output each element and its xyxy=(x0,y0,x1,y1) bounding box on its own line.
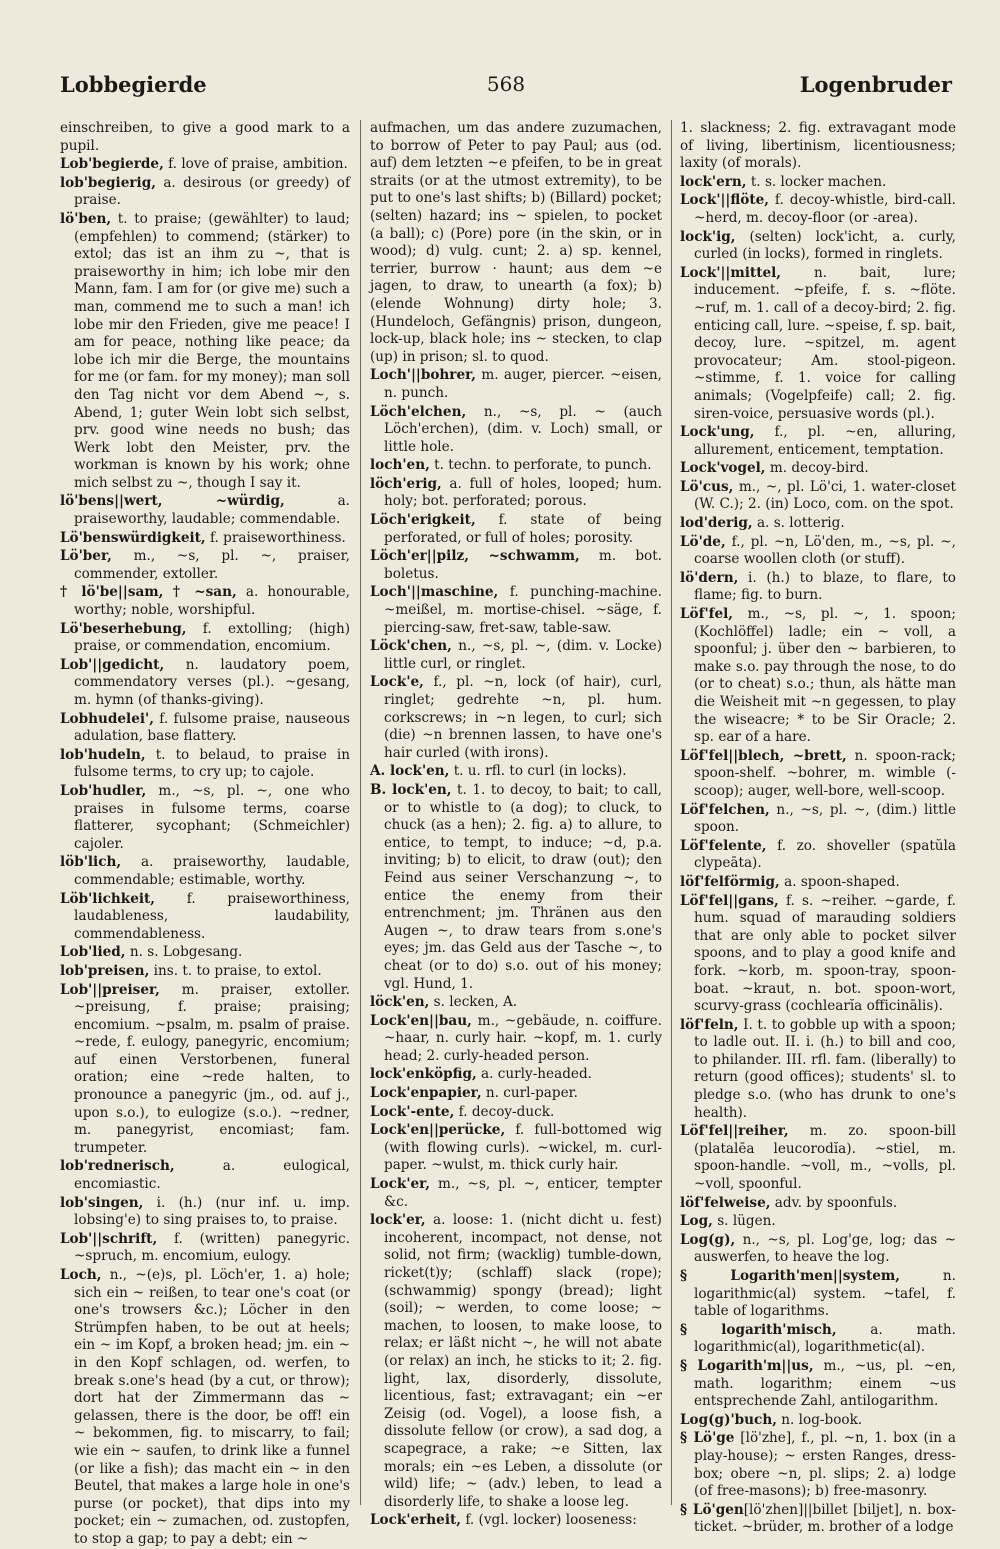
entry-headword: löch'erig, xyxy=(370,475,442,492)
entry-definition: a. spoon-shaped. xyxy=(779,873,900,890)
entry-headword: lob'rednerisch, xyxy=(60,1158,175,1175)
entry-headword: Loch'||bohrer, xyxy=(370,367,477,384)
entry-headword: löf'feln, xyxy=(680,1016,739,1033)
dictionary-entry xyxy=(60,854,350,889)
dictionary-entry xyxy=(680,1195,956,1213)
entry-definition: a. eulogical, encomiastic. xyxy=(74,1158,350,1193)
entry-definition: m., ~us, pl. ~en, math. logarithm; einem ~us entsprechende Zahl, antilogarithm. xyxy=(694,1357,957,1410)
dictionary-entry xyxy=(60,493,350,528)
entry-headword: Lock'en||bau, xyxy=(370,1012,472,1029)
entry-headword: § Logarith'm||us, xyxy=(680,1357,814,1374)
dictionary-entry xyxy=(680,748,956,801)
dictionary-entry xyxy=(680,1213,956,1231)
entry-definition: m., ~s, pl. ~, one who praises in fulsome terms, coarse flatterer, sycophant; (Schmeichler) cajoler. xyxy=(74,782,350,852)
entry-headword: Lob'hudler, xyxy=(60,782,147,799)
entry-definition: n. bait, lure; inducement. ~pfeife, f. s. ~flöte. ~ruf, m. 1. call of a decoy-bird; 2. fig. enticing call, lure. ~speise, f. sp. bait, decoy, lure. ~spitzel, m. agent provocateur; Am. stool-pigeon. ~stimme, f. 1. voice for calling animals; (Vogelpfeife) call; 2. fig. siren-voice, persuasive words (pl.). xyxy=(694,264,956,422)
entry-definition: n., ~s, pl. ~ (auch Löch'erchen), (dim. v. Loch) small, or little hole. xyxy=(384,403,662,455)
entry-definition: m., ~s, pl. ~, praiser, commender, extoller. xyxy=(74,548,350,582)
entry-headword: Lö'cus, xyxy=(680,478,734,495)
entry-headword: löck'en, xyxy=(370,994,430,1011)
entry-headword: Löf'fel, xyxy=(680,606,734,623)
entry-headword: löb'lich, xyxy=(60,854,122,871)
entry-headword: Lö'de, xyxy=(680,533,726,550)
entry-headword: Loch'||maschine, xyxy=(370,584,499,601)
entry-definition: 1. slackness; 2. fig. extravagant mode of living, libertinism, licentiousness; laxity (of morals). xyxy=(680,120,956,172)
dictionary-entry xyxy=(60,657,350,710)
entry-headword: Lock'en||perücke, xyxy=(370,1122,506,1139)
entry-definition: m. bot. boletus. xyxy=(384,548,662,582)
dictionary-entry xyxy=(60,1158,350,1193)
entry-headword: lod'derig, xyxy=(680,515,753,532)
entry-definition: a. curly-headed. xyxy=(476,1066,592,1083)
entry-definition: i. (h.) to blaze, to flare, to flame; fig. to burn. xyxy=(694,569,956,604)
dictionary-entry xyxy=(370,1512,662,1530)
entry-definition: a. desirous (or greedy) of praise. xyxy=(74,174,350,209)
dictionary-entry xyxy=(370,1212,662,1511)
entry-headword: Lock'enpapier, xyxy=(370,1085,482,1102)
entry-definition: a. praiseworthy, laudable, commendable; estimable, worthy. xyxy=(74,854,350,888)
entry-headword: Löf'felchen, xyxy=(680,801,770,818)
dictionary-entry xyxy=(370,1104,662,1122)
entry-definition: t. u. rfl. to curl (in locks). xyxy=(449,763,627,780)
entry-definition: f. love of praise, ambition. xyxy=(163,156,348,173)
entry-definition: m., ~s, pl. ~, enticer, tempter &c. xyxy=(384,1176,662,1210)
entry-headword: Log, xyxy=(680,1213,713,1230)
entry-definition: n., ~s, pl. ~, (dim. v. Locke) little curl, or ringlet. xyxy=(384,638,662,672)
entry-definition: m. praiser, extoller. ~preisung, f. praise; praising; encomium. ~psalm, m. psalm of praise. ~rede, f. eulogy, panegyric, encomium; auf einen Verstorbenen, funeral oration; eine ~rede halten, to pronounce a panegyric (jm., od. auf j., upon s.o.), to eulogize (s.o.). ~redner, m. panegyrist, encomiast; fam. trumpeter. xyxy=(74,981,350,1156)
entry-definition: f. praiseworthiness, laudableness, laudability, commendableness. xyxy=(74,890,350,942)
dictionary-entry xyxy=(680,460,956,478)
entry-definition: [lö'zhe], f., pl. ~n, 1. box (in a play-house); ~ ersten Ranges, dress-box; obere ~n, pl. slips; 2. a) lodge (of free-masons); b) free-masonry. xyxy=(694,1430,956,1500)
entry-headword: Lob'lied, xyxy=(60,944,126,961)
dictionary-entry xyxy=(370,674,662,762)
dictionary-entry xyxy=(60,747,350,782)
entry-definition: s. lecken, A. xyxy=(429,994,518,1011)
entry-headword: Lock'e, xyxy=(370,674,424,691)
dictionary-entry xyxy=(370,457,662,475)
entry-headword: Lobhudelei', xyxy=(60,710,154,727)
entry-headword: Löch'erigkeit, xyxy=(370,512,476,529)
entry-definition: t. 1. to decoy, to bait; to call, or to whistle to (a dog); to cluck, to chuck (as a hen); 2. fig. a) to allure, to entice, to tempt, to induce; ~d, p.a. inviting; b) to elicit, to draw (out); den Feind aus seiner Verschanzung ~, to entice the enemy from their entrenchment; jm. Thränen aus den Augen ~, to draw tears from s.one's eyes; jm. das Geld aus der Tasche ~, to cheat (or to do) s.o. out of his money; vgl. Hund, 1. xyxy=(384,781,663,992)
entry-definition: n. log-book. xyxy=(776,1411,863,1428)
entry-headword: Löf'fel||reiher, xyxy=(680,1123,789,1140)
entry-definition: f. praiseworthiness. xyxy=(205,529,346,546)
column-3 xyxy=(680,120,957,1536)
entry-definition: n. laudatory poem, commendatory verses (pl.). ~gesang, m. hymn (of thanks-giving). xyxy=(74,656,350,708)
dictionary-entry xyxy=(60,783,350,853)
entry-definition: s. lügen. xyxy=(712,1213,776,1230)
entry-headword: löf'felweise, xyxy=(680,1194,771,1211)
dictionary-entry xyxy=(370,120,662,366)
entry-definition: t. techn. to perforate, to punch. xyxy=(429,457,652,474)
entry-definition: f. fulsome praise, nauseous adulation, base flattery. xyxy=(74,710,350,745)
entry-headword: Löf'felente, xyxy=(680,837,767,854)
entry-definition: ins. t. to praise, to extol. xyxy=(149,962,322,979)
dictionary-entry xyxy=(680,1268,956,1321)
entry-headword: Log(g), xyxy=(680,1231,736,1248)
entry-headword: Lob'||preiser, xyxy=(60,981,160,998)
column-1 xyxy=(60,120,351,1547)
entry-definition: (selten) lock'icht, a. curly, curled (in locks), formed in ringlets. xyxy=(694,228,956,263)
entry-headword: B. lock'en, xyxy=(370,781,452,798)
entry-definition: n. s. Lobgesang. xyxy=(125,944,243,961)
dictionary-entry xyxy=(370,548,662,583)
dictionary-entry xyxy=(680,1358,956,1411)
entry-definition: a. s. lotterig. xyxy=(752,515,845,532)
entry-definition: f. punching-machine. ~meißel, m. mortise-chisel. ~säge, f. piercing-saw, fret-saw, table-saw. xyxy=(384,584,662,636)
entry-definition: t. to praise; (gewählter) to laud; (empfehlen) to commend; (stärker) to extol; das ist an ihm zu ~, that is praiseworthy in him; ich lobe mir den Mann, fam. I am for (or give me) such a man, commend me to such a man! ich lobe mir den Frieden, give me peace! I am for peace, nothing like peace; da lobe ich mir die Berge, the mountains for me (or fam. for my money); man soll den Tag nicht vor dem Abend ~, s. Abend, 1; guter Wein lobt sich selbst, prv. good wine needs no bush; das Werk lobt den Meister, prv. the workman is known by his work; ohne mich selbst zu ~, though I say it. xyxy=(74,210,350,491)
dictionary-entry xyxy=(370,512,662,547)
entry-definition: m. decoy-bird. xyxy=(765,460,869,477)
entry-headword: Loch, xyxy=(60,1267,102,1283)
entry-headword: § Lö'ge xyxy=(680,1430,735,1447)
entry-headword: Lock'ung, xyxy=(680,424,755,441)
dictionary-entry xyxy=(370,1066,662,1084)
entry-headword: lob'begierig, xyxy=(60,174,156,191)
entry-headword: Lock'||mittel, xyxy=(680,264,782,281)
column-2 xyxy=(370,120,663,1529)
entry-headword: § Lö'gen xyxy=(680,1501,744,1518)
entry-headword: loch'en, xyxy=(370,457,430,474)
dictionary-entry xyxy=(370,404,662,457)
column-divider-1 xyxy=(360,120,361,1505)
entry-definition: adv. by spoonfuls. xyxy=(770,1194,898,1211)
page-header xyxy=(60,72,952,108)
page-number: 568 xyxy=(486,72,526,96)
entry-headword: lock'ig, xyxy=(680,228,736,245)
dictionary-entry xyxy=(60,175,350,210)
entry-definition: n. curl-paper. xyxy=(481,1085,578,1102)
entry-definition: t. to belaud, to praise in fulsome terms, to cry up; to cajole. xyxy=(74,746,350,781)
entry-headword: Löf'fel||gans, xyxy=(680,892,779,909)
dictionary-entry xyxy=(680,874,956,892)
entry-headword: Löb'lichkeit, xyxy=(60,890,156,907)
entry-definition: f. zo. shoveller (spatŭla clypeāta). xyxy=(694,837,956,872)
entry-headword: Lock'||flöte, xyxy=(680,192,769,209)
entry-headword: Log(g)'buch, xyxy=(680,1411,777,1428)
dictionary-entry xyxy=(370,638,662,673)
entry-definition: t. s. locker machen. xyxy=(746,173,887,190)
entry-headword: Lob'||gedicht, xyxy=(60,656,165,673)
entry-definition: a. praiseworthy, laudable; commendable. xyxy=(74,493,350,528)
dictionary-entry xyxy=(680,1412,956,1430)
entry-definition: m. auger, piercer. ~eisen, n. punch. xyxy=(384,367,662,401)
entry-headword: lö'bens||wert, ~würdig, xyxy=(60,493,285,510)
entry-definition: m., ~, pl. Lö'ci, 1. water-closet (W. C.); 2. (in) Loco, com. on the spot. xyxy=(694,478,956,513)
dictionary-entry xyxy=(60,711,350,746)
dictionary-entry xyxy=(680,838,956,873)
entry-definition: a. math. logarithmic(al), logarithmetic(al). xyxy=(694,1321,956,1356)
dictionary-entry xyxy=(370,1085,662,1103)
entry-headword: Lö'benswürdigkeit, xyxy=(60,529,206,546)
dictionary-entry xyxy=(680,265,956,423)
entry-definition: f., pl. ~n, lock (of hair), curl, ringlet; gedrehte ~n, pl. hum. corkscrews; in ~n legen, to curl; sich (die) ~n brennen lassen, to have one's hair curled (with irons). xyxy=(384,674,662,761)
dictionary-entry xyxy=(60,963,350,981)
entry-headword: Lock'er, xyxy=(370,1176,431,1193)
dictionary-entry xyxy=(370,476,662,511)
entry-headword: lob'preisen, xyxy=(60,962,150,979)
entry-definition: f. (vgl. locker) looseness: xyxy=(461,1512,637,1529)
dictionary-entry xyxy=(680,229,956,264)
dictionary-entry xyxy=(370,367,662,402)
entry-headword: § Logarith'men||system, xyxy=(680,1268,901,1284)
entry-definition: f. decoy-whistle, bird-call. ~herd, m. decoy-floor (or -area). xyxy=(694,192,956,226)
dictionary-entry xyxy=(60,944,350,962)
entry-headword: § logarith'misch, xyxy=(680,1321,837,1338)
entry-definition: f., pl. ~en, alluring, allurement, enticement, temptation. xyxy=(694,424,956,458)
dictionary-entry xyxy=(680,802,956,837)
dictionary-entry xyxy=(680,192,956,227)
dictionary-entry xyxy=(680,1430,956,1500)
dictionary-entry xyxy=(370,584,662,637)
entry-definition: f. extolling; (high) praise, or commendation, encomium. xyxy=(74,620,350,655)
dictionary-entry xyxy=(680,1232,956,1267)
dictionary-entry xyxy=(370,782,662,993)
entry-definition: a. full of holes, looped; hum. holy; bot. perforated; porous. xyxy=(384,475,662,510)
entry-definition: f., pl. ~n, Lö'den, m., ~s, pl. ~, coarse woollen cloth (or stuff). xyxy=(694,533,956,568)
dictionary-entry xyxy=(60,1231,350,1266)
dictionary-entry xyxy=(680,534,956,569)
entry-headword: lock'enköpfig, xyxy=(370,1066,477,1083)
dictionary-entry xyxy=(60,584,350,619)
dictionary-entry xyxy=(680,515,956,533)
dictionary-entry xyxy=(370,1013,662,1066)
entry-definition: m., ~s, pl. ~, 1. spoon; (Kochlöffel) ladle; ein ~ voll, a spoonful; j. über den ~ barbieren, to make s.o. pay through the nose, to do (or to cheat) s.o.; thun, als hätte man die Weisheit mit ~n gegessen, to play the wiseacre; * to be Sir Oracle; 2. sp. ear of a hare. xyxy=(694,606,956,746)
dictionary-entry xyxy=(680,1123,956,1193)
column-divider-2 xyxy=(671,120,672,1505)
dictionary-entry xyxy=(680,120,956,173)
entry-definition: f. (written) panegyric. ~spruch, m. encomium, eulogy. xyxy=(74,1230,350,1265)
dictionary-entry xyxy=(370,994,662,1012)
entry-headword: lö'ben, xyxy=(60,210,112,227)
entry-definition: aufmachen, um das andere zuzumachen, to borrow of Peter to pay Paul; aus (od. auf) dem letzten ~e pfeifen, to be in great straits (or at the utmost extremity), to be put to one's last shifts; b) (Billard) pocket; (selten) hazard; ins ~ spielen, to pocket (a ball); c) (Pore) pore (in the skin, or in wood); d) vulg. cunt; 2. a) sp. kennel, terrier, burrow · haunt; aus dem ~e jagen, to draw, to unearth (a fox); b) (elende Wohnung) dirty hole; 3. (Hundeloch, Gefängnis) prison, dungeon, lock-up, black hole; ins ~ stecken, to clap (up) in prison; sl. to quod. xyxy=(370,120,662,365)
dictionary-entry xyxy=(60,891,350,944)
entry-definition: f. full-bottomed wig (with flowing curls). ~wickel, m. curl-paper. ~wulst, m. thick curly hair. xyxy=(384,1122,662,1174)
entry-definition: einschreiben, to give a good mark to a pupil. xyxy=(60,120,350,154)
entry-headword: lock'ern, xyxy=(680,173,747,190)
entry-definition: n., ~s, pl. Log'ge, log; das ~ auswerfen, to heave the log. xyxy=(694,1231,956,1266)
dictionary-entry xyxy=(680,606,956,747)
dictionary-entry xyxy=(680,1017,956,1123)
dictionary-entry xyxy=(60,1195,350,1230)
entry-definition: f. decoy-duck. xyxy=(454,1103,555,1120)
dictionary-entry xyxy=(60,530,350,548)
dictionary-entry xyxy=(370,1176,662,1211)
entry-definition: n., ~(e)s, pl. Löch'er, 1. a) hole; sich ein ~ reißen, to tear one's coat (or one's trowsers &c.); Löcher in den Strümpfen haben, to be out at heels; ein ~ im Kopf, a broken head; jm. ein ~ in den Kopf schlagen, od. werfen, to break s.one's head (by a cut, or throw); dort hat der Zimmermann das ~ gelassen, there is the door, be off! ein ~ bekommen, fig. to miscarry, to fail; wie ein ~ saufen, to drink like a funnel (or like a fish); das macht ein ~ in den Beutel, that makes a large hole in one's purse (or pocket), that dips into my pocket; ein ~ zumachen, od. zustopfen, to stop a gap; to pay a debt; ein ~ xyxy=(74,1267,350,1547)
dictionary-entry xyxy=(60,120,350,155)
entry-headword: löf'felförmig, xyxy=(680,873,780,890)
entry-definition: I. t. to gobble up with a spoon; to ladle out. II. i. (h.) to bill and coo, to philander. III. rfl. fam. (liberally) to return (good offices); students' sl. to pledge s.o. (who has drunk to one's health). xyxy=(694,1016,956,1121)
entry-headword: Lock'-ente, xyxy=(370,1103,455,1120)
dictionary-entry xyxy=(60,548,350,583)
entry-headword: Lö'ber, xyxy=(60,548,112,565)
dictionary-entry xyxy=(60,156,350,174)
dictionary-entry xyxy=(680,893,956,1016)
entry-headword: A. lock'en, xyxy=(370,763,450,780)
entry-headword: Löch'er||pilz, ~schwamm, xyxy=(370,548,580,565)
dictionary-entry xyxy=(60,982,350,1158)
entry-definition: m., ~gebäude, n. coiffure. ~haar, n. curly hair. ~kopf, m. 1. curly head; 2. curly-headed person. xyxy=(384,1012,662,1064)
dictionary-entry xyxy=(680,1322,956,1357)
entry-definition: [lö'zhen]||billet [biljet], n. box-ticket. ~brüder, m. brother of a lodge xyxy=(694,1501,956,1536)
entry-definition: f. state of being perforated, or full of holes; porosity. xyxy=(384,512,662,546)
entry-headword: Lob'||schrift, xyxy=(60,1230,158,1247)
entry-definition: n. logarithmic(al) system. ~tafel, f. table of logarithms. xyxy=(694,1268,956,1320)
dictionary-entry xyxy=(370,1122,662,1175)
entry-definition: a. honourable, worthy; noble, worshipful. xyxy=(74,584,351,619)
entry-definition: m. zo. spoon-bill (platalēa leucorodĭa). ~stiel, m. spoon-handle. ~voll, m., ~volls, pl. ~voll, spoonful. xyxy=(694,1123,956,1193)
entry-headword: Löf'fel||blech, ~brett, xyxy=(680,747,847,764)
dictionary-entry xyxy=(60,1267,350,1549)
dictionary-entry xyxy=(680,174,956,192)
left-running-headword: Lobbegierde xyxy=(60,72,207,97)
entry-definition: i. (h.) (nur inf. u. imp. lobsing'e) to sing praises to, to praise. xyxy=(74,1194,350,1229)
entry-definition: n., ~s, pl. ~, (dim.) little spoon. xyxy=(694,801,956,836)
dictionary-entry xyxy=(370,763,662,781)
dictionary-entry xyxy=(680,1502,956,1537)
dictionary-entry xyxy=(60,211,350,493)
dictionary-entry xyxy=(680,479,956,514)
entry-headword: Löch'elchen, xyxy=(370,403,467,420)
entry-headword: Lock'erheit, xyxy=(370,1512,462,1529)
dictionary-entry xyxy=(680,570,956,605)
dictionary-entry xyxy=(680,424,956,459)
entry-headword: lob'hudeln, xyxy=(60,746,146,763)
dictionary-entry xyxy=(60,621,350,656)
entry-definition: f. s. ~reiher. ~garde, f. hum. squad of marauding soldiers that are only able to pocket silver spoons, and to play a good knife and fork. ~korb, m. spoon-tray, spoon-boat. ~kraut, n. bot. spoon-wort, scurvy-grass (cochlearĭa officinālis). xyxy=(694,892,956,1015)
entry-headword: Lock'vogel, xyxy=(680,460,766,477)
right-running-headword: Logenbruder xyxy=(799,72,952,97)
entry-headword: lock'er, xyxy=(370,1212,426,1229)
entry-definition: n. spoon-rack; spoon-shelf. ~bohrer, m. wimble (-scoop); auger, well-bore, well-scoop. xyxy=(694,747,956,799)
entry-headword: lob'singen, xyxy=(60,1194,144,1211)
entry-headword: Lob'begierde, xyxy=(60,156,164,173)
entry-headword: † lö'be||sam, † ~san, xyxy=(60,584,237,601)
entry-headword: lö'dern, xyxy=(680,569,739,586)
entry-definition: a. loose: 1. (nicht dicht u. fest) incoherent, incompact, not dense, not solid, not firm; (wacklig) tumble-down, ricket(t)y; (schlaff) slack (rope); (schwammig) spongy (bread); light (soil); ~ werden, to come loose; ~ machen, to loosen, to make loose, to relax; er läßt nicht ~, he will not abate (or relax) an inch, he sticks to it; 2. fig. light, lax, disorderly, dissolute, licentious, fast; extravagant; ein ~er Zeisig (od. Vogel), a loose fish, a dissolute fellow (or crow), a sad dog, a scapegrace, a rake; ~e Sitten, lax morals; ein ~es Leben, a dissolute (or wild) life; ~ (adv.) leben, to lead a disorderly life, to shake a loose leg. xyxy=(384,1212,662,1510)
entry-headword: Löck'chen, xyxy=(370,638,452,655)
entry-headword: Lö'beserhebung, xyxy=(60,620,187,637)
